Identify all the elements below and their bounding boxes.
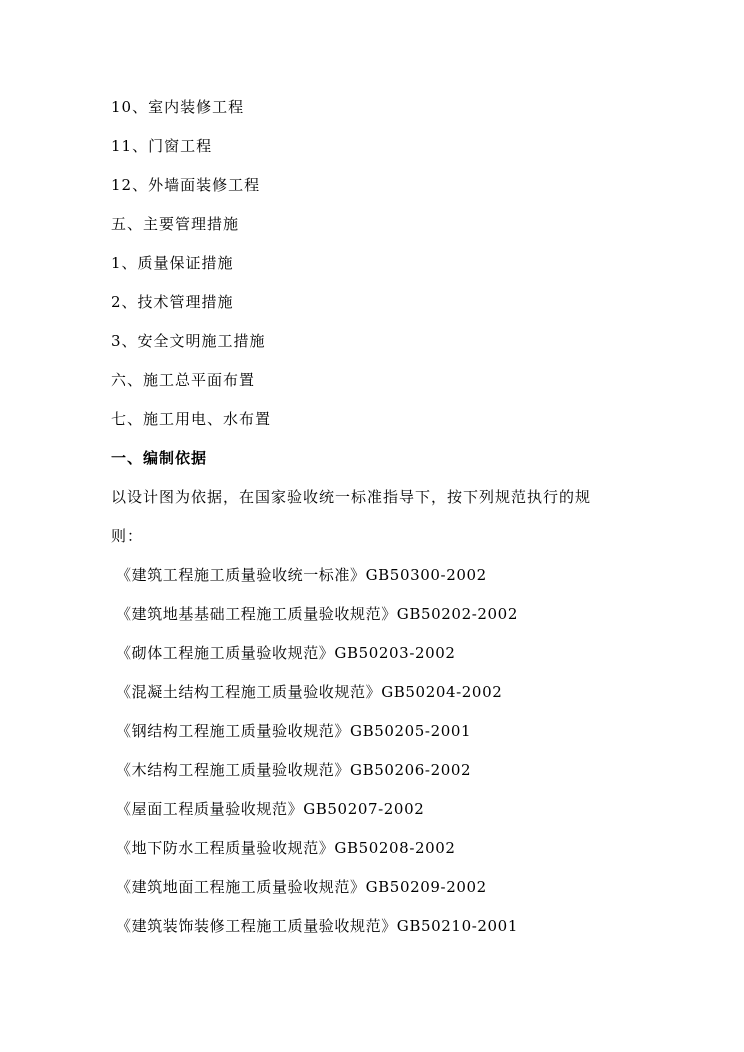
- standard-reference: 《建筑工程施工质量验收统一标准》GB50300-2002: [116, 566, 487, 584]
- toc-item: 12、外墙面装修工程: [111, 176, 261, 194]
- toc-item: 1、质量保证措施: [111, 254, 234, 272]
- toc-item: 3、安全文明施工措施: [111, 332, 266, 350]
- standard-reference: 《混凝土结构工程施工质量验收规范》GB50204-2002: [116, 683, 503, 701]
- standard-reference: 《建筑地面工程施工质量验收规范》GB50209-2002: [116, 878, 487, 896]
- toc-item: 六、施工总平面布置: [111, 371, 256, 389]
- standard-reference: 《砌体工程施工质量验收规范》GB50203-2002: [116, 644, 456, 662]
- standard-reference: 《木结构工程施工质量验收规范》GB50206-2002: [116, 761, 472, 779]
- intro-text: 则：: [111, 527, 144, 545]
- toc-item: 11、门窗工程: [111, 137, 213, 155]
- toc-item: 10、室内装修工程: [111, 98, 245, 116]
- standard-reference: 《地下防水工程质量验收规范》GB50208-2002: [116, 839, 456, 857]
- intro-text: 以设计图为依据，在国家验收统一标准指导下，按下列规范执行的规: [111, 488, 592, 506]
- standard-reference: 《建筑地基基础工程施工质量验收规范》GB50202-2002: [116, 605, 518, 623]
- toc-item: 七、施工用电、水布置: [111, 410, 272, 428]
- section-heading: 一、编制依据: [111, 449, 208, 467]
- standard-reference: 《建筑装饰装修工程施工质量验收规范》GB50210-2001: [116, 917, 518, 935]
- standard-reference: 《钢结构工程施工质量验收规范》GB50205-2001: [116, 722, 472, 740]
- toc-item: 2、技术管理措施: [111, 293, 234, 311]
- toc-item: 五、主要管理措施: [111, 215, 240, 233]
- standard-reference: 《屋面工程质量验收规范》GB50207-2002: [116, 800, 425, 818]
